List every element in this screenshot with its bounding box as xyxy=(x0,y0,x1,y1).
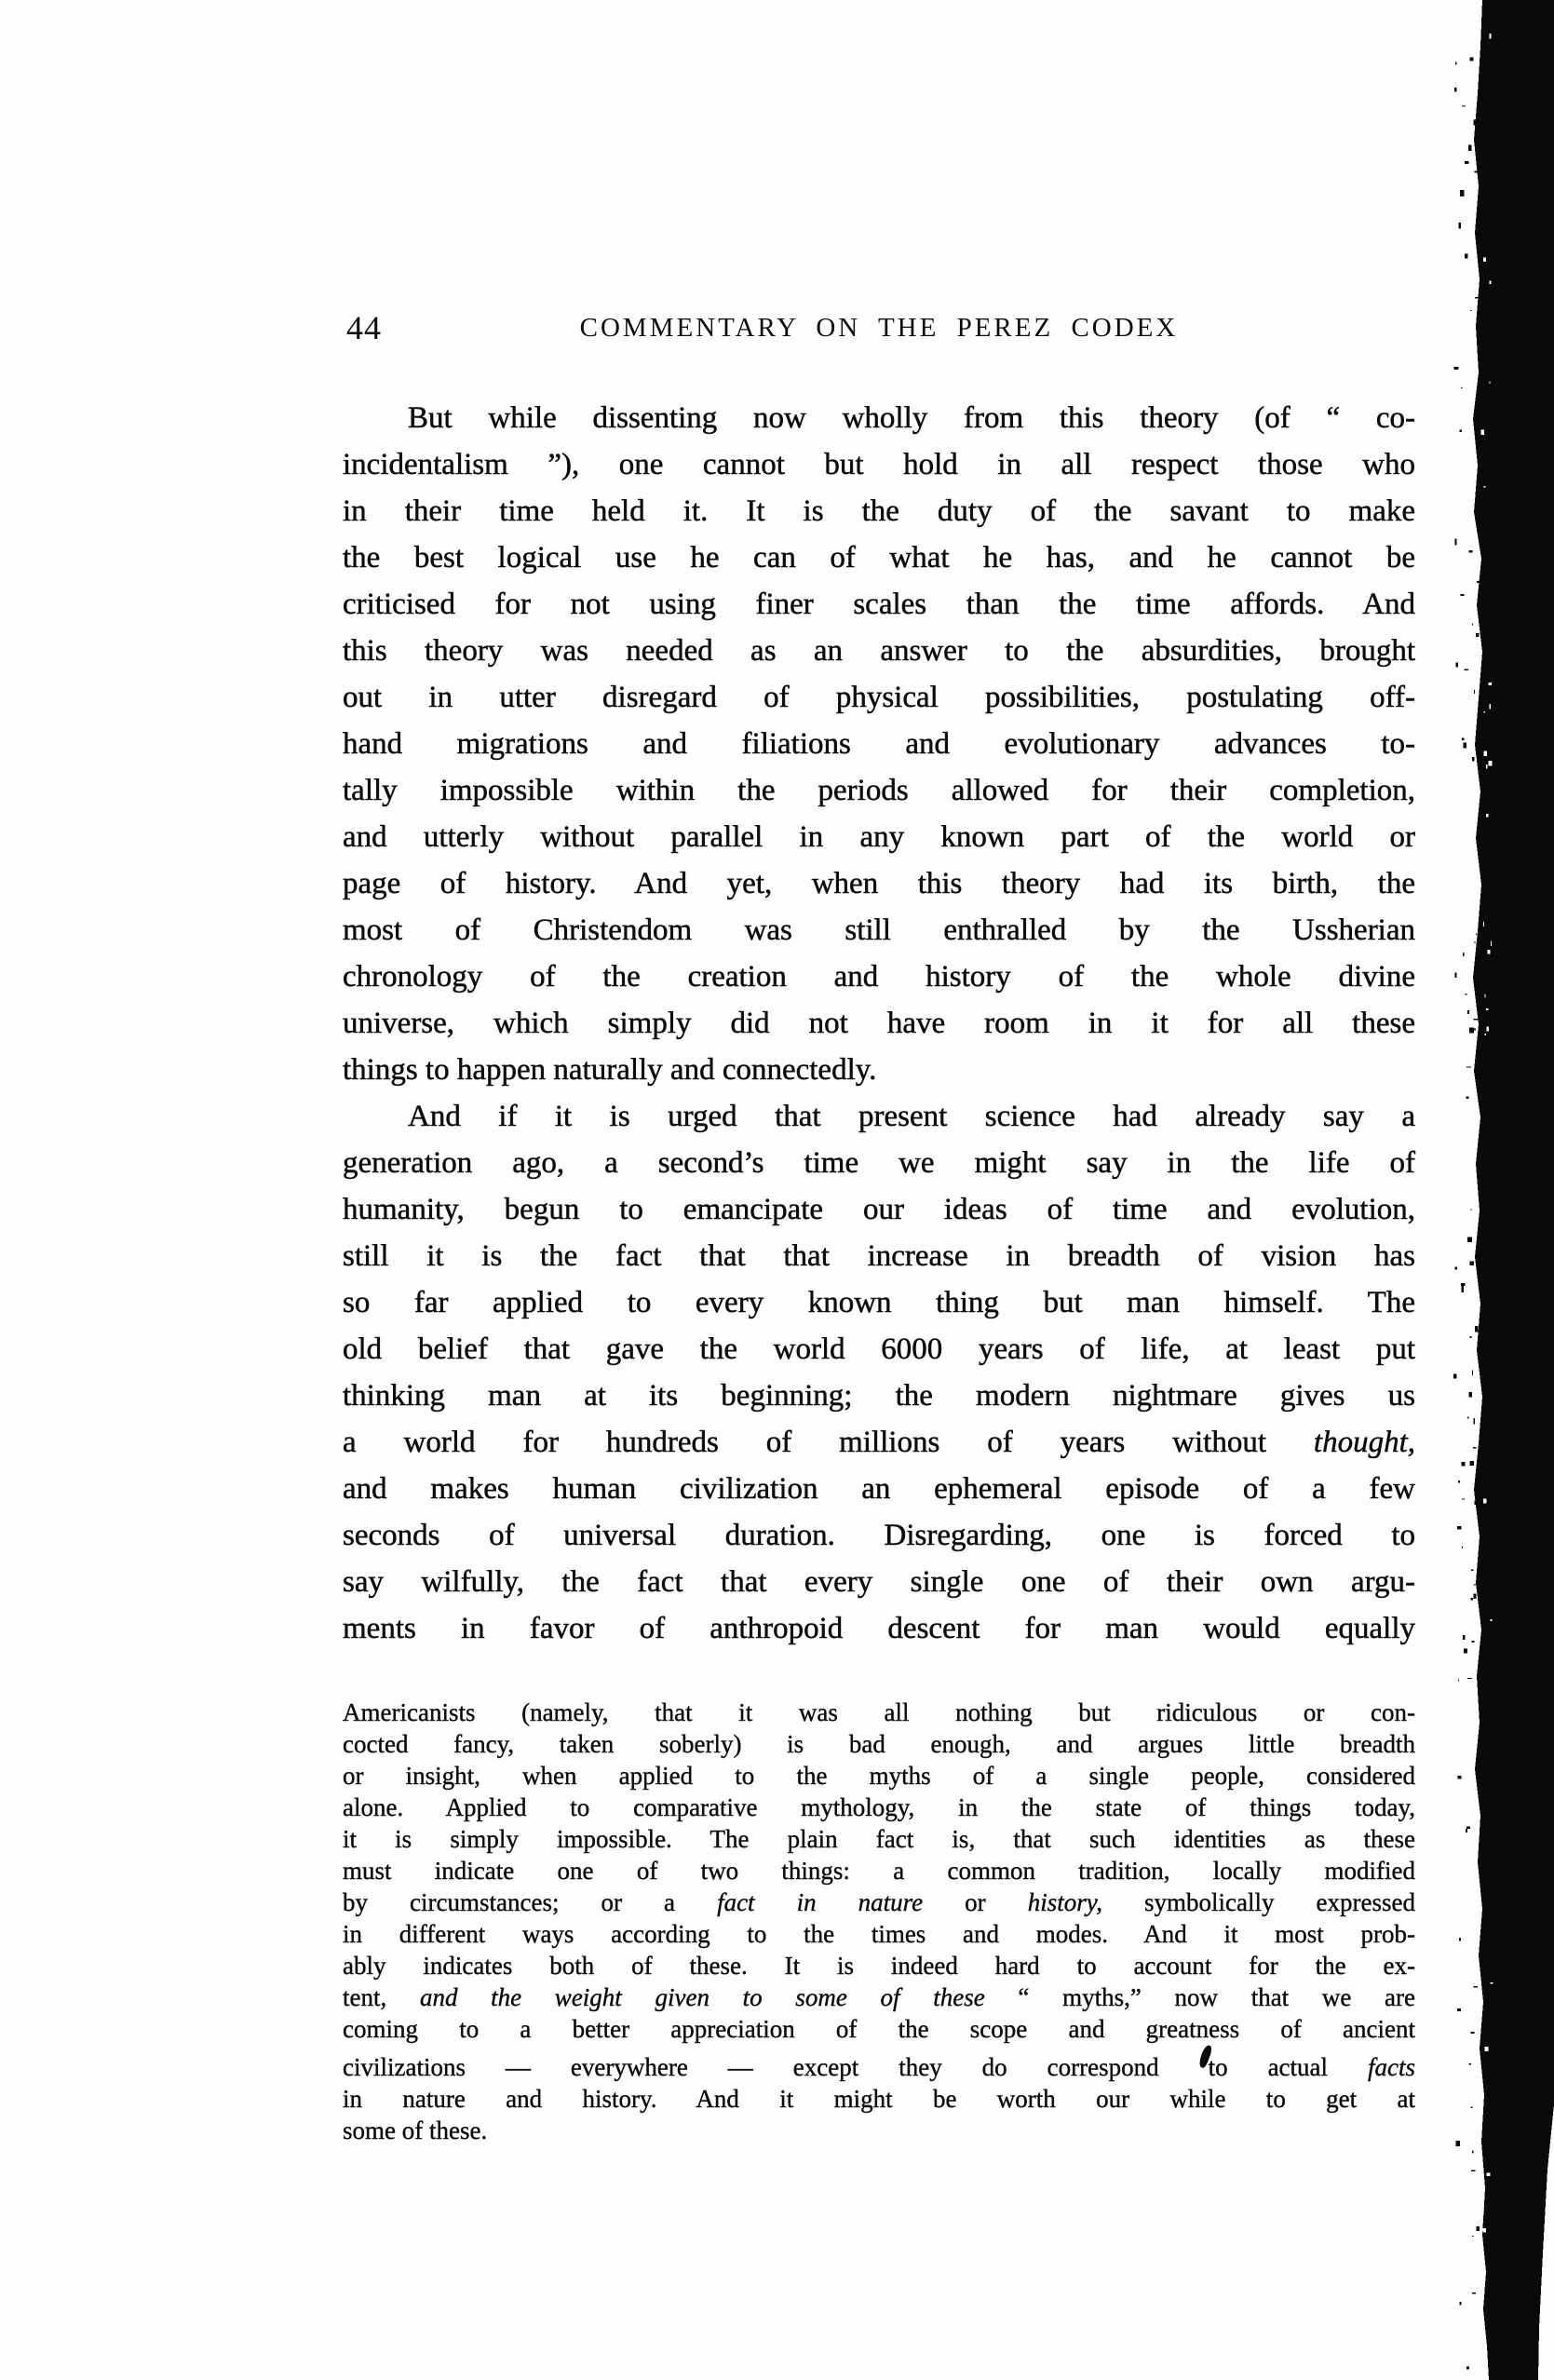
scan-edge-artifact xyxy=(1452,0,1554,2380)
text-line: criticised for not using finer scales than the time affords. And xyxy=(343,588,1415,621)
paragraph xyxy=(343,1093,1415,1652)
running-title: COMMENTARY ON THE PEREZ CODEX xyxy=(579,313,1179,343)
text-line: thinking man at its beginning; the modern nightmare gives us xyxy=(343,1379,1415,1413)
text-line: universe, which simply did not have room in it for all these xyxy=(343,1007,1415,1040)
text-line: say wilfully, the fact that every single one of their own argu- xyxy=(343,1565,1415,1599)
text-line: civilizations — everywhere — except they do correspond to actual facts xyxy=(343,2045,1415,2083)
text-line: still it is the fact that that increase in breadth of vision has xyxy=(343,1239,1415,1273)
body-text xyxy=(343,395,1415,1652)
text-line: in different ways according to the times and modes. And it most prob- xyxy=(343,1920,1415,1948)
paragraph xyxy=(343,395,1415,1093)
text-line: in nature and history. And it might be worth our while to get at xyxy=(343,2085,1415,2113)
text-line: most of Christendom was still enthralled by the Ussherian xyxy=(343,913,1415,947)
text-line: must indicate one of two things: a common tradition, locally modified xyxy=(343,1857,1415,1885)
text-line: in their time held it. It is the duty of the savant to make xyxy=(343,494,1415,528)
text-line: tally impossible within the periods allowed for their completion, xyxy=(343,774,1415,807)
text-line: old belief that gave the world 6000 years of life, at least put xyxy=(343,1332,1415,1366)
text-line: or insight, when applied to the myths of a single people, considered xyxy=(343,1762,1415,1790)
text-line: things to happen naturally and connectedly. xyxy=(343,1053,877,1087)
text-line: coming to a better appreciation of the scope and greatness of ancient xyxy=(343,2015,1415,2043)
text-line: alone. Applied to comparative mythology, in the state of things today, xyxy=(343,1793,1415,1821)
ink-blot-artifact xyxy=(1197,2044,1213,2069)
text-line: out in utter disregard of physical possibilities, postulating off- xyxy=(343,681,1415,714)
text-line: and makes human civilization an ephemeral episode of a few xyxy=(343,1472,1415,1506)
footnote xyxy=(343,1697,1415,2146)
text-line: hand migrations and filiations and evolutionary advances to- xyxy=(343,727,1415,761)
text-line: And if it is urged that present science had already say a xyxy=(408,1100,1415,1133)
text-line: Americanists (namely, that it was all nothing but ridiculous or con- xyxy=(343,1698,1415,1726)
text-line: incidentalism ”), one cannot but hold in all respect those who xyxy=(343,448,1415,481)
text-line: by circumstances; or a fact in nature or history, symbolically expressed xyxy=(343,1888,1415,1916)
text-line: some of these. xyxy=(343,2116,488,2144)
page-header xyxy=(343,309,1415,352)
text-line: seconds of universal duration. Disregarding, one is forced to xyxy=(343,1519,1415,1552)
text-line: humanity, begun to emancipate our ideas of time and evolution, xyxy=(343,1193,1415,1226)
text-line: tent, and the weight given to some of these “ myths,” now that we are xyxy=(343,1983,1416,2011)
text-line: generation ago, a second’s time we might say in the life of xyxy=(343,1146,1415,1180)
text-line: it is simply impossible. The plain fact is, that such identities as these xyxy=(343,1825,1415,1853)
text-line: ably indicates both of these. It is indeed hard to account for the ex- xyxy=(343,1952,1415,1980)
text-line: and utterly without parallel in any known part of the world or xyxy=(343,820,1415,854)
text-line: a world for hundreds of millions of years without thought, xyxy=(343,1426,1415,1459)
text-line: chronology of the creation and history of the whole divine xyxy=(343,960,1415,994)
text-line: ments in favor of anthropoid descent for man would equally xyxy=(343,1612,1415,1645)
text-line: page of history. And yet, when this theory had its birth, the xyxy=(343,867,1415,900)
text-line: But while dissenting now wholly from this theory (of “ co- xyxy=(408,401,1415,435)
text-line: the best logical use he can of what he has, and he cannot be xyxy=(343,541,1415,575)
text-line: so far applied to every known thing but man himself. The xyxy=(343,1286,1415,1319)
text-line: cocted fancy, taken soberly) is bad enough, and argues little breadth xyxy=(343,1730,1415,1758)
page-number: 44 xyxy=(346,309,382,346)
text-line: this theory was needed as an answer to the absurdities, brought xyxy=(343,634,1415,668)
